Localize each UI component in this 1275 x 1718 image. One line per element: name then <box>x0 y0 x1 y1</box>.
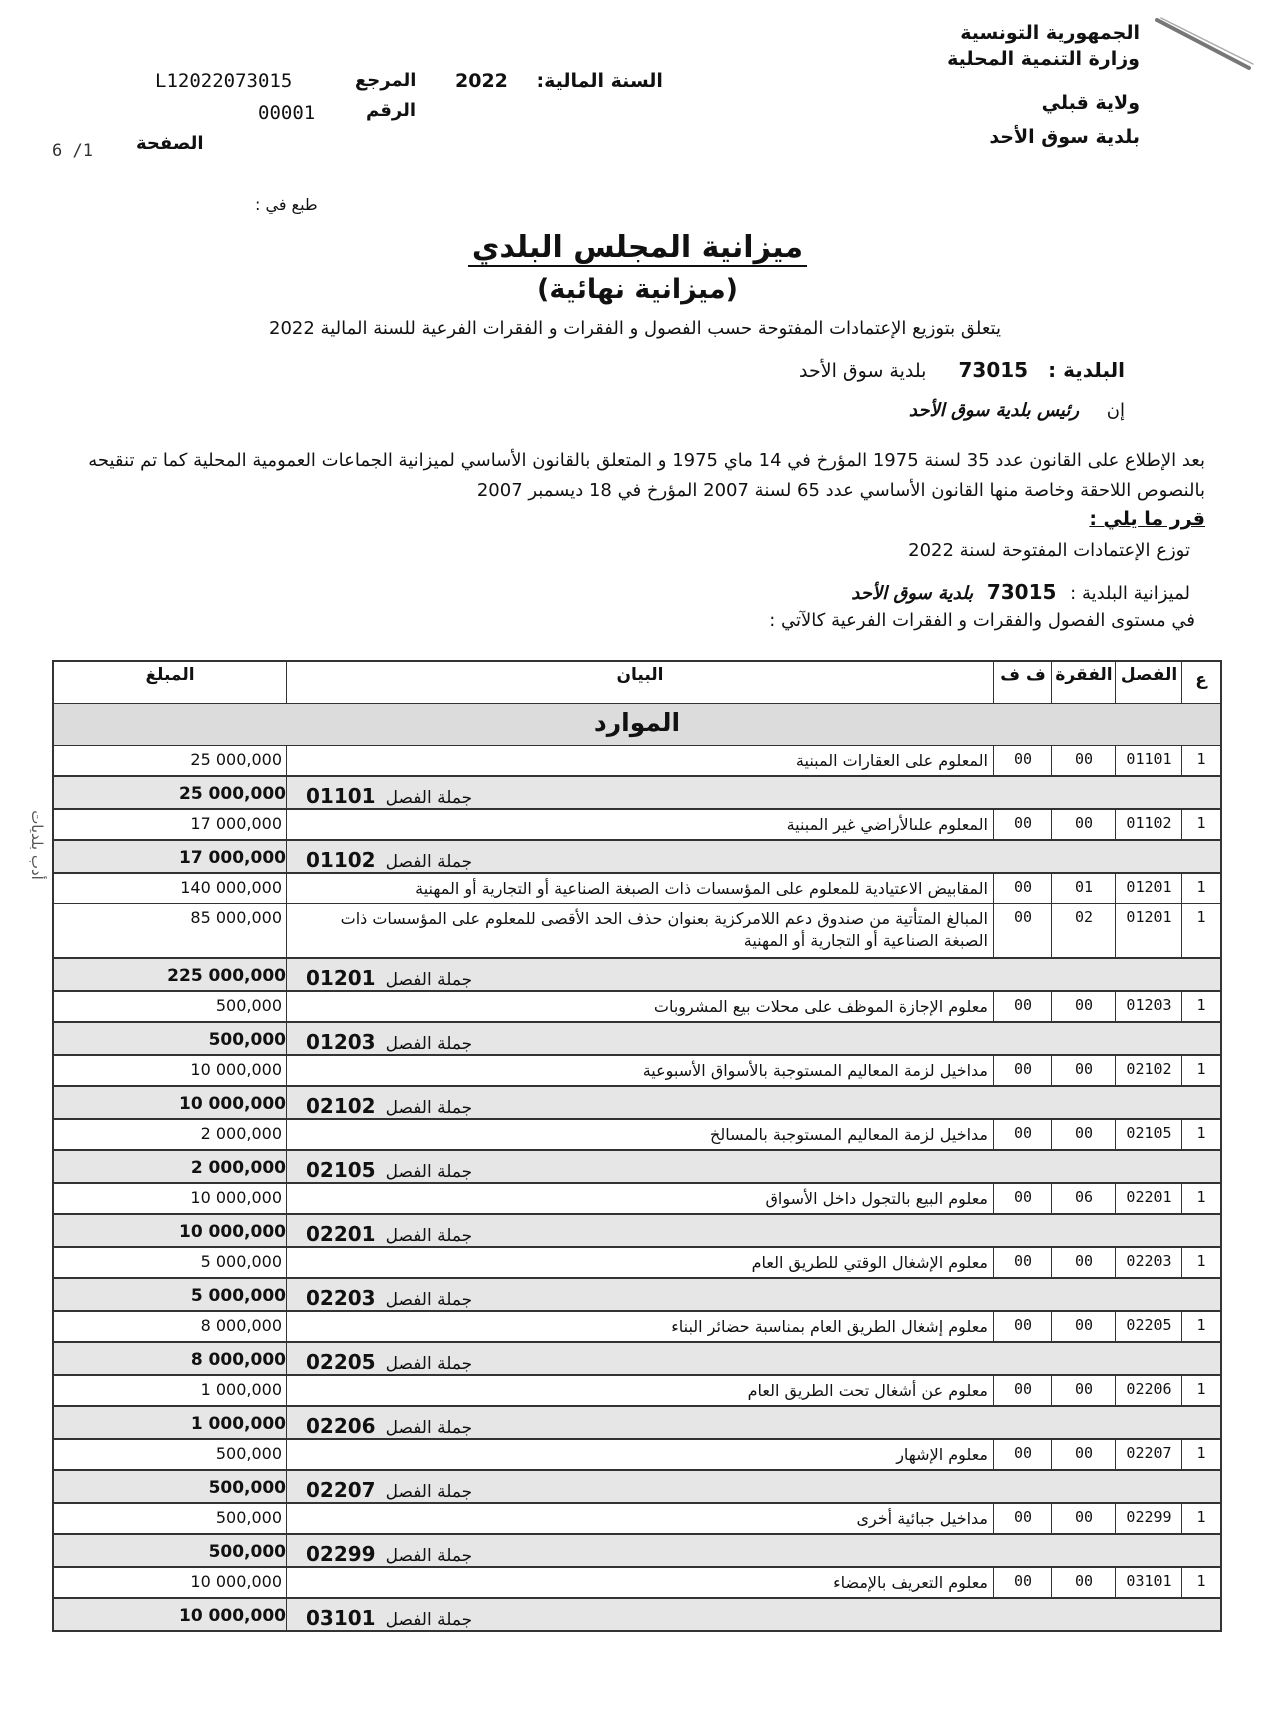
row-amount: 5 000,000 <box>200 1252 282 1271</box>
col-header-subparagraph: ف ف <box>1000 665 1046 685</box>
section-title: الموارد <box>593 708 681 737</box>
row-paragraph: 00 <box>1074 1508 1094 1526</box>
chapter-total-row <box>54 1214 1220 1248</box>
total-label: جملة الفصل01101 <box>306 784 473 808</box>
decision-line-3: في مستوى الفصول والفقرات و الفقرات الفرعية كالآتي : <box>769 610 1195 631</box>
municipality-name: بلدية سوق الأحد <box>989 126 1140 148</box>
total-chapter-code: 02203 <box>306 1286 376 1310</box>
chapter-total-row <box>54 1470 1220 1504</box>
total-label: جملة الفصل02105 <box>306 1158 473 1182</box>
reference-label: المرجع <box>355 70 417 91</box>
row-chapter: 01102 <box>1126 814 1172 832</box>
row-description: مداخيل لزمة المعاليم المستوجبة بالمسالخ <box>710 1125 988 1144</box>
table-row <box>54 746 1220 776</box>
row-subparagraph: 00 <box>1013 996 1033 1014</box>
row-subparagraph: 00 <box>1013 1252 1033 1270</box>
row-description: المبالغ المتأتية من صندوق دعم اللامركزية بعنوان حذف الحد الأقصى للمعلوم على المؤسسات ذات الصبغة الصناعية أو التجارية أو المهنية <box>340 909 988 950</box>
row-chapter: 02206 <box>1126 1380 1172 1398</box>
table-row <box>54 1568 1220 1598</box>
row-paragraph: 00 <box>1074 1380 1094 1398</box>
row-chapter: 02203 <box>1126 1252 1172 1270</box>
total-amount: 5 000,000 <box>190 1286 286 1306</box>
fiscal-year-value: 2022 <box>455 70 508 92</box>
row-number: 1 <box>1196 878 1206 896</box>
col-header-n: ع <box>1195 670 1207 690</box>
municipality-line <box>799 358 1125 382</box>
row-number: 1 <box>1196 1380 1206 1398</box>
total-amount: 25 000,000 <box>178 784 286 804</box>
row-paragraph: 00 <box>1074 1060 1094 1078</box>
row-number: 1 <box>1196 1508 1206 1526</box>
printed-label: طبع في : <box>255 195 318 214</box>
table-row <box>54 1248 1220 1278</box>
row-number: 1 <box>1196 814 1206 832</box>
row-paragraph: 00 <box>1074 1444 1094 1462</box>
row-amount: 85 000,000 <box>190 908 282 927</box>
row-number: 1 <box>1196 1316 1206 1334</box>
table-row <box>54 1184 1220 1214</box>
chapter-total-row <box>54 776 1220 810</box>
row-chapter: 02299 <box>1126 1508 1172 1526</box>
row-amount: 500,000 <box>215 1508 282 1527</box>
row-description: مداخيل لزمة المعاليم المستوجبة بالأسواق الأسبوعية <box>642 1061 988 1080</box>
total-label: جملة الفصل01201 <box>306 966 473 990</box>
signer-line <box>909 400 1125 421</box>
row-subparagraph: 00 <box>1013 1060 1033 1078</box>
row-number: 1 <box>1196 1252 1206 1270</box>
header-authority <box>880 20 1140 150</box>
row-description: معلوم التعريف بالإمضاء <box>833 1573 988 1592</box>
total-amount: 8 000,000 <box>190 1350 286 1370</box>
chapter-total-row <box>54 1342 1220 1376</box>
row-chapter: 02105 <box>1126 1124 1172 1142</box>
row-paragraph: 00 <box>1074 814 1094 832</box>
col-header-paragraph: الفقرة <box>1055 665 1113 685</box>
table-row <box>54 992 1220 1022</box>
table-row <box>54 1440 1220 1470</box>
total-label: جملة الفصل01102 <box>306 848 473 872</box>
row-paragraph: 00 <box>1074 1316 1094 1334</box>
row-description: المعلوم على العقارات المبنية <box>795 751 988 770</box>
total-chapter-code: 02207 <box>306 1478 376 1502</box>
row-amount: 10 000,000 <box>190 1572 282 1591</box>
col-header-amount: المبلغ <box>145 665 195 685</box>
total-label: جملة الفصل01203 <box>306 1030 473 1054</box>
total-amount: 10 000,000 <box>178 1094 286 1114</box>
row-description: معلوم الإجازة الموظف على محلات بيع المشروبات <box>653 997 988 1016</box>
total-label: جملة الفصل02207 <box>306 1478 473 1502</box>
total-label: جملة الفصل02206 <box>306 1414 473 1438</box>
page-value: 6 /1 <box>52 141 93 161</box>
reference-value: L12022073015 <box>155 70 293 92</box>
row-chapter: 01203 <box>1126 996 1172 1014</box>
row-number: 1 <box>1196 1188 1206 1206</box>
decision-line-1: توزع الإعتمادات المفتوحة لسنة 2022 <box>908 540 1190 561</box>
row-subparagraph: 00 <box>1013 908 1033 926</box>
total-chapter-code: 01101 <box>306 784 376 808</box>
document-title: ميزانية المجلس البلدي <box>0 230 1275 265</box>
row-subparagraph: 00 <box>1013 1444 1033 1462</box>
total-amount: 17 000,000 <box>178 848 286 868</box>
ministry-name: وزارة التنمية المحلية <box>947 48 1140 70</box>
row-description: مداخيل جبائية أخرى <box>856 1509 988 1528</box>
table-row <box>54 810 1220 840</box>
row-description: معلوم عن أشغال تحت الطريق العام <box>747 1381 988 1400</box>
total-chapter-code: 01201 <box>306 966 376 990</box>
signer-title: رئيس بلدية سوق الأحد <box>908 400 1080 421</box>
total-chapter-code: 01102 <box>306 848 376 872</box>
table-row <box>54 904 1220 958</box>
total-amount: 500,000 <box>208 1542 286 1562</box>
decision-line-2: لميزانية البلدية : 73015 بلدية سوق الأحد <box>851 580 1190 604</box>
table-row <box>54 1376 1220 1406</box>
municipality-label: البلدية : <box>1048 358 1125 382</box>
total-amount: 1 000,000 <box>190 1414 286 1434</box>
row-description: المعلوم علىالأراضي غير المبنية <box>786 815 988 834</box>
chapter-total-row <box>54 1278 1220 1312</box>
document-description: يتعلق بتوزيع الإعتمادات المفتوحة حسب الفصول و الفقرات و الفقرات الفرعية للسنة المالية 2022 <box>269 318 1001 339</box>
table-row <box>54 874 1220 904</box>
total-label: جملة الفصل03101 <box>306 1606 473 1630</box>
row-amount: 10 000,000 <box>190 1188 282 1207</box>
total-label: جملة الفصل02203 <box>306 1286 473 1310</box>
row-chapter: 02207 <box>1126 1444 1172 1462</box>
chapter-total-row <box>54 958 1220 992</box>
row-amount: 500,000 <box>215 996 282 1015</box>
chapter-total-row <box>54 1534 1220 1568</box>
row-description: معلوم الإشهار <box>896 1445 988 1464</box>
row-number: 1 <box>1196 1060 1206 1078</box>
total-chapter-code: 02206 <box>306 1414 376 1438</box>
table-row <box>54 1312 1220 1342</box>
table-row <box>54 1504 1220 1534</box>
row-subparagraph: 00 <box>1013 1316 1033 1334</box>
row-description: المقابيض الاعتيادية للمعلوم على المؤسسات ذات الصبغة الصناعية أو التجارية أو المهنية <box>415 879 988 898</box>
row-subparagraph: 00 <box>1013 878 1033 896</box>
handwritten-side-note <box>12 785 52 905</box>
row-chapter: 02201 <box>1126 1188 1172 1206</box>
row-paragraph: 06 <box>1074 1188 1094 1206</box>
republic-name: الجمهورية التونسية <box>960 22 1140 44</box>
row-paragraph: 00 <box>1074 1124 1094 1142</box>
row-number: 1 <box>1196 1572 1206 1590</box>
row-number: 1 <box>1196 750 1206 768</box>
municipality-code: 73015 <box>958 358 1029 382</box>
row-paragraph: 00 <box>1074 996 1094 1014</box>
total-label: جملة الفصل02299 <box>306 1542 473 1566</box>
row-description: معلوم الإشغال الوقتي للطريق العام <box>751 1253 988 1272</box>
table-row <box>54 1056 1220 1086</box>
row-amount: 10 000,000 <box>190 1060 282 1079</box>
row-number: 1 <box>1196 1444 1206 1462</box>
total-label: جملة الفصل02205 <box>306 1350 473 1374</box>
total-amount: 2 000,000 <box>190 1158 286 1178</box>
row-number: 1 <box>1196 908 1206 926</box>
table-header-row <box>54 662 1220 704</box>
row-amount: 25 000,000 <box>190 750 282 769</box>
chapter-total-row <box>54 1086 1220 1120</box>
document-subtitle: (ميزانية نهائية) <box>536 274 739 305</box>
row-amount: 140 000,000 <box>180 878 282 897</box>
row-number: 1 <box>1196 996 1206 1014</box>
preamble-text: بعد الإطلاع على القانون عدد 35 لسنة 1975 المؤرخ في 14 ماي 1975 و المتعلق بالقانون الأساسي لميزانية الجماعات العمومية المحلية كما تم تنقيحه بالنصوص اللاحقة وخاصة منها القانون الأساسي عدد 65 لسنة 2007 المؤرخ في 18 ديسمبر 2007 <box>88 450 1205 501</box>
row-subparagraph: 00 <box>1013 1188 1033 1206</box>
total-chapter-code: 03101 <box>306 1606 376 1630</box>
row-paragraph: 01 <box>1074 878 1094 896</box>
row-paragraph: 00 <box>1074 1252 1094 1270</box>
chapter-total-row <box>54 1150 1220 1184</box>
decision-heading: قرر ما يلي : <box>1089 508 1205 530</box>
total-chapter-code: 02102 <box>306 1094 376 1118</box>
section-resources <box>54 704 1220 746</box>
row-paragraph: 02 <box>1074 908 1094 926</box>
row-subparagraph: 00 <box>1013 1380 1033 1398</box>
table-row <box>54 1120 1220 1150</box>
row-amount: 17 000,000 <box>190 814 282 833</box>
col-header-chapter: الفصل <box>1120 665 1178 685</box>
col-header-description: البيان <box>616 665 664 685</box>
budget-table <box>52 660 1222 1632</box>
total-label: جملة الفصل02102 <box>306 1094 473 1118</box>
svg-text:أدب بلديات: أدب بلديات <box>28 810 46 880</box>
total-amount: 10 000,000 <box>178 1606 286 1626</box>
total-amount: 10 000,000 <box>178 1222 286 1242</box>
fiscal-year <box>455 70 663 92</box>
row-chapter: 02205 <box>1126 1316 1172 1334</box>
total-chapter-code: 02105 <box>306 1158 376 1182</box>
total-chapter-code: 01203 <box>306 1030 376 1054</box>
row-number: 1 <box>1196 1124 1206 1142</box>
total-amount: 500,000 <box>208 1478 286 1498</box>
row-paragraph: 00 <box>1074 750 1094 768</box>
chapter-total-row <box>54 1022 1220 1056</box>
total-chapter-code: 02299 <box>306 1542 376 1566</box>
row-description: معلوم البيع بالتجول داخل الأسواق <box>765 1189 988 1208</box>
chapter-total-row <box>54 1598 1220 1632</box>
signer-prefix: إن <box>1106 400 1125 421</box>
row-chapter: 03101 <box>1126 1572 1172 1590</box>
chapter-total-row <box>54 840 1220 874</box>
row-chapter: 01201 <box>1126 908 1172 926</box>
number-value: 00001 <box>258 102 316 124</box>
total-chapter-code: 02201 <box>306 1222 376 1246</box>
row-chapter: 01201 <box>1126 878 1172 896</box>
governorate-name: ولاية قبلي <box>1041 92 1140 114</box>
row-description: معلوم إشغال الطريق العام بمناسبة حضائر البناء <box>671 1317 988 1336</box>
row-amount: 500,000 <box>215 1444 282 1463</box>
row-chapter: 02102 <box>1126 1060 1172 1078</box>
total-amount: 225 000,000 <box>167 966 286 986</box>
row-subparagraph: 00 <box>1013 1124 1033 1142</box>
total-amount: 500,000 <box>208 1030 286 1050</box>
row-subparagraph: 00 <box>1013 1508 1033 1526</box>
row-amount: 2 000,000 <box>200 1124 282 1143</box>
row-paragraph: 00 <box>1074 1572 1094 1590</box>
total-label: جملة الفصل02201 <box>306 1222 473 1246</box>
page-label: الصفحة <box>136 133 204 154</box>
row-amount: 8 000,000 <box>200 1316 282 1335</box>
number-label: الرقم <box>366 100 417 121</box>
fiscal-year-label: السنة المالية: <box>536 70 663 92</box>
chapter-total-row <box>54 1406 1220 1440</box>
pen-stroke-mark <box>1149 14 1259 74</box>
row-subparagraph: 00 <box>1013 814 1033 832</box>
municipality-line-name: بلدية سوق الأحد <box>799 360 927 382</box>
total-chapter-code: 02205 <box>306 1350 376 1374</box>
row-subparagraph: 00 <box>1013 750 1033 768</box>
row-chapter: 01101 <box>1126 750 1172 768</box>
row-subparagraph: 00 <box>1013 1572 1033 1590</box>
row-amount: 1 000,000 <box>200 1380 282 1399</box>
